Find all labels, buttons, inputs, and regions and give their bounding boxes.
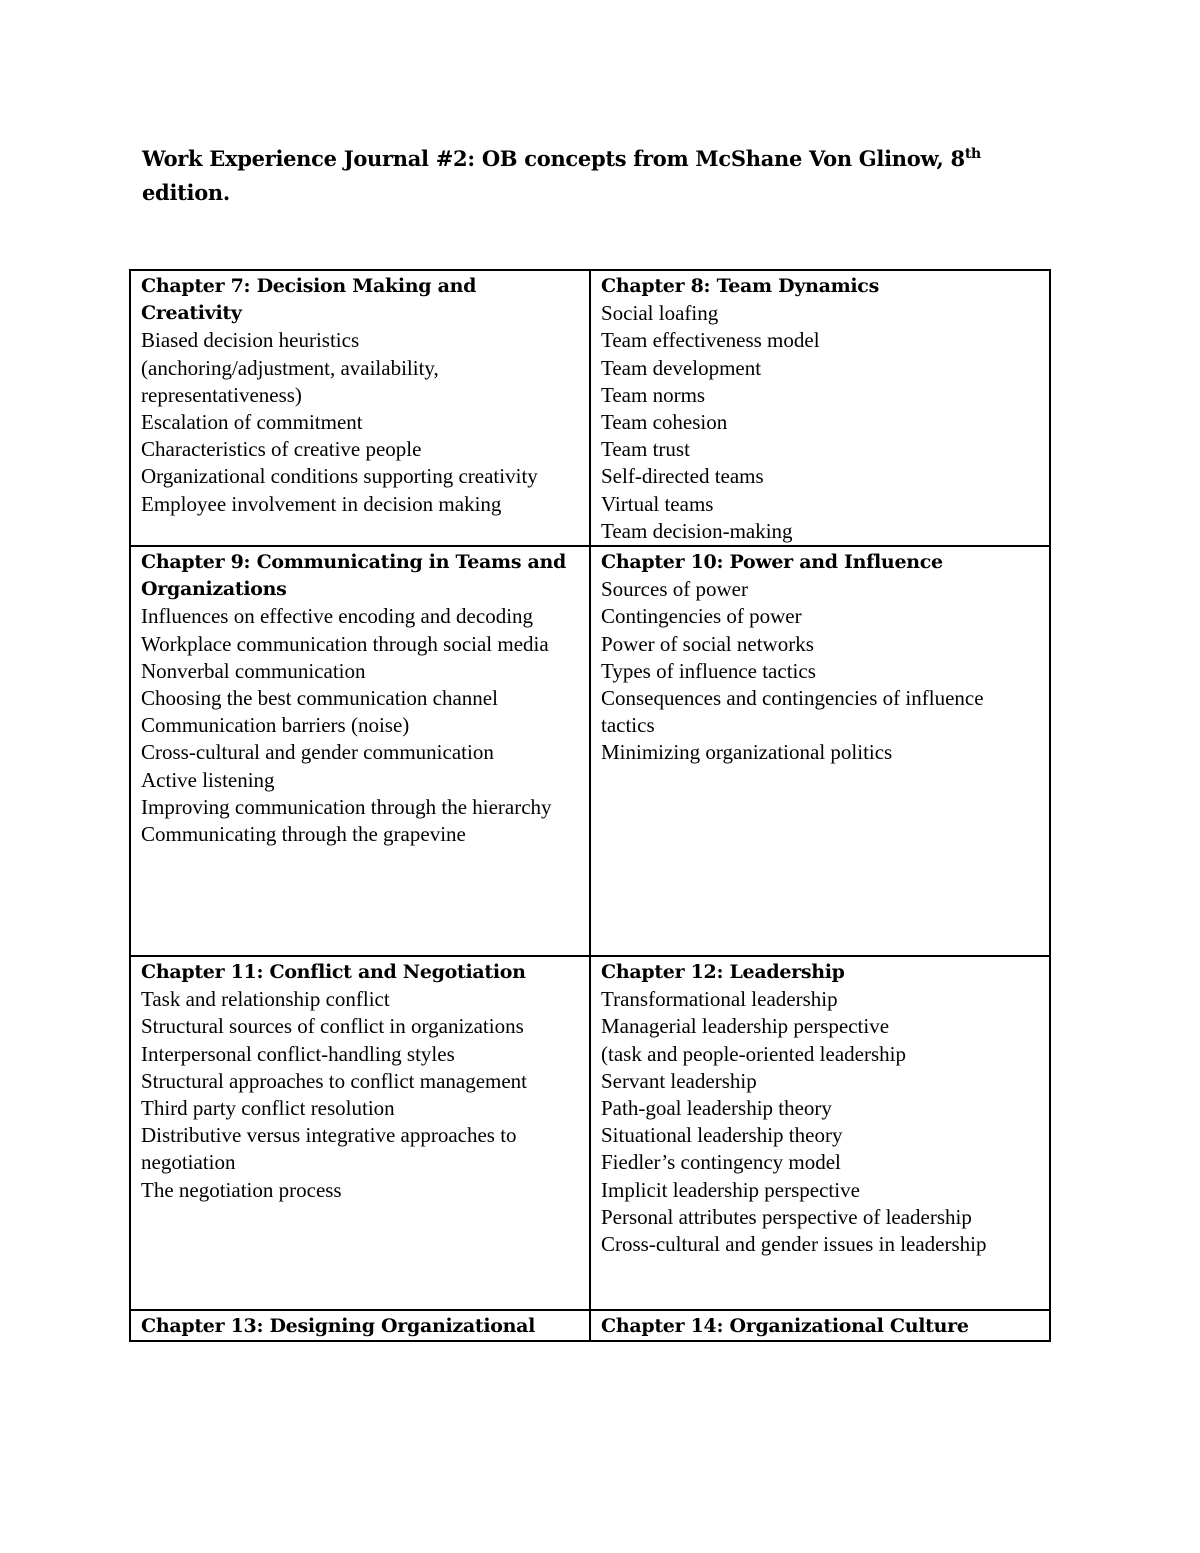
- topic-item: Virtual teams: [601, 491, 714, 516]
- chapter-cell: [130, 546, 590, 956]
- topic-item: Path-goal leadership theory: [601, 1096, 832, 1121]
- title-end: edition.: [142, 180, 230, 205]
- chapter-cell: [590, 1310, 1050, 1341]
- topic-item: Implicit leadership perspective: [601, 1177, 860, 1202]
- title-main: Work Experience Journal #2: OB concepts from McShane Von Glinow, 8: [142, 146, 965, 171]
- chapter-heading: Chapter 7: Decision Making and Creativity: [141, 275, 477, 325]
- chapter-heading: Chapter 9: Communicating in Teams and Organizations: [141, 551, 567, 601]
- topic-item: Personal attributes perspective of leadership: [601, 1204, 972, 1229]
- topic-item: Organizational conditions supporting creativity: [141, 464, 538, 489]
- topic-item: Structural approaches to conflict management: [141, 1068, 528, 1093]
- topic-item: Managerial leadership perspective: [601, 1014, 890, 1039]
- topic-item: Types of influence tactics: [601, 658, 816, 683]
- topic-item: Characteristics of creative people: [141, 437, 422, 462]
- topic-item: (anchoring/adjustment, availability, representativeness): [141, 355, 439, 407]
- topic-item: Minimizing organizational politics: [601, 740, 893, 765]
- topic-item: Distributive versus integrative approaches to negotiation: [141, 1123, 517, 1175]
- topic-item: Team decision-making: [601, 518, 793, 543]
- table-row: [130, 1310, 1050, 1341]
- topic-item: Contingencies of power: [601, 604, 802, 629]
- chapter-heading: Chapter 12: Leadership: [601, 961, 845, 984]
- topic-item: Situational leadership theory: [601, 1123, 843, 1148]
- topic-item: Workplace communication through social media: [141, 631, 549, 656]
- topic-item: Employee involvement in decision making: [141, 491, 502, 516]
- topic-item: The negotiation process: [141, 1177, 342, 1202]
- topic-item: Nonverbal communication: [141, 658, 366, 683]
- topic-item: Team development: [601, 355, 762, 380]
- topic-item: Transformational leadership: [601, 987, 838, 1012]
- topic-item: Social loafing: [601, 301, 719, 326]
- topic-item: Interpersonal conflict-handling styles: [141, 1041, 455, 1066]
- topic-item: Task and relationship conflict: [141, 987, 390, 1012]
- page-title: [142, 142, 1042, 210]
- topic-item: Communication barriers (noise): [141, 713, 410, 738]
- topic-item: Sources of power: [601, 577, 748, 602]
- topic-item: Communicating through the grapevine: [141, 822, 466, 847]
- topic-item: Team cohesion: [601, 410, 728, 435]
- chapter-heading: Chapter 13: Designing Organizational: [141, 1315, 536, 1338]
- topic-item: Cross-cultural and gender issues in leadership: [601, 1232, 987, 1257]
- topic-item: Power of social networks: [601, 631, 814, 656]
- chapter-cell: [590, 546, 1050, 956]
- chapter-heading: Chapter 11: Conflict and Negotiation: [141, 961, 526, 984]
- topic-item: Structural sources of conflict in organizations: [141, 1014, 524, 1039]
- table-row: [130, 956, 1050, 1310]
- chapter-heading: Chapter 8: Team Dynamics: [601, 275, 879, 297]
- topic-item: (task and people-oriented leadership: [601, 1041, 906, 1066]
- table-row: [130, 270, 1050, 546]
- topic-item: Self-directed teams: [601, 464, 764, 489]
- topic-item: Servant leadership: [601, 1068, 757, 1093]
- topic-item: Influences on effective encoding and decoding: [141, 604, 534, 629]
- chapter-heading: Chapter 14: Organizational Culture: [601, 1315, 969, 1338]
- chapter-cell: [130, 956, 590, 1310]
- chapter-cell: [130, 270, 590, 546]
- topic-item: Escalation of commitment: [141, 410, 363, 435]
- chapter-table: [129, 269, 1051, 1342]
- table-row: [130, 546, 1050, 956]
- chapter-heading: Chapter 10: Power and Influence: [601, 551, 943, 574]
- topic-item: Biased decision heuristics: [141, 328, 360, 353]
- chapter-cell: [590, 270, 1050, 546]
- topic-item: Consequences and contingencies of influence tactics: [601, 686, 984, 738]
- topic-item: Fiedler’s contingency model: [601, 1150, 841, 1175]
- topic-item: Cross-cultural and gender communication: [141, 740, 494, 765]
- title-superscript: th: [964, 146, 981, 162]
- topic-item: Choosing the best communication channel: [141, 686, 498, 711]
- topic-item: Team effectiveness model: [601, 328, 820, 353]
- chapter-cell: [130, 1310, 590, 1341]
- topic-item: Team trust: [601, 437, 690, 462]
- chapter-cell: [590, 956, 1050, 1310]
- topic-item: Third party conflict resolution: [141, 1096, 395, 1121]
- topic-item: Improving communication through the hierarchy: [141, 794, 552, 819]
- topic-item: Active listening: [141, 767, 275, 792]
- topic-item: Team norms: [601, 382, 706, 407]
